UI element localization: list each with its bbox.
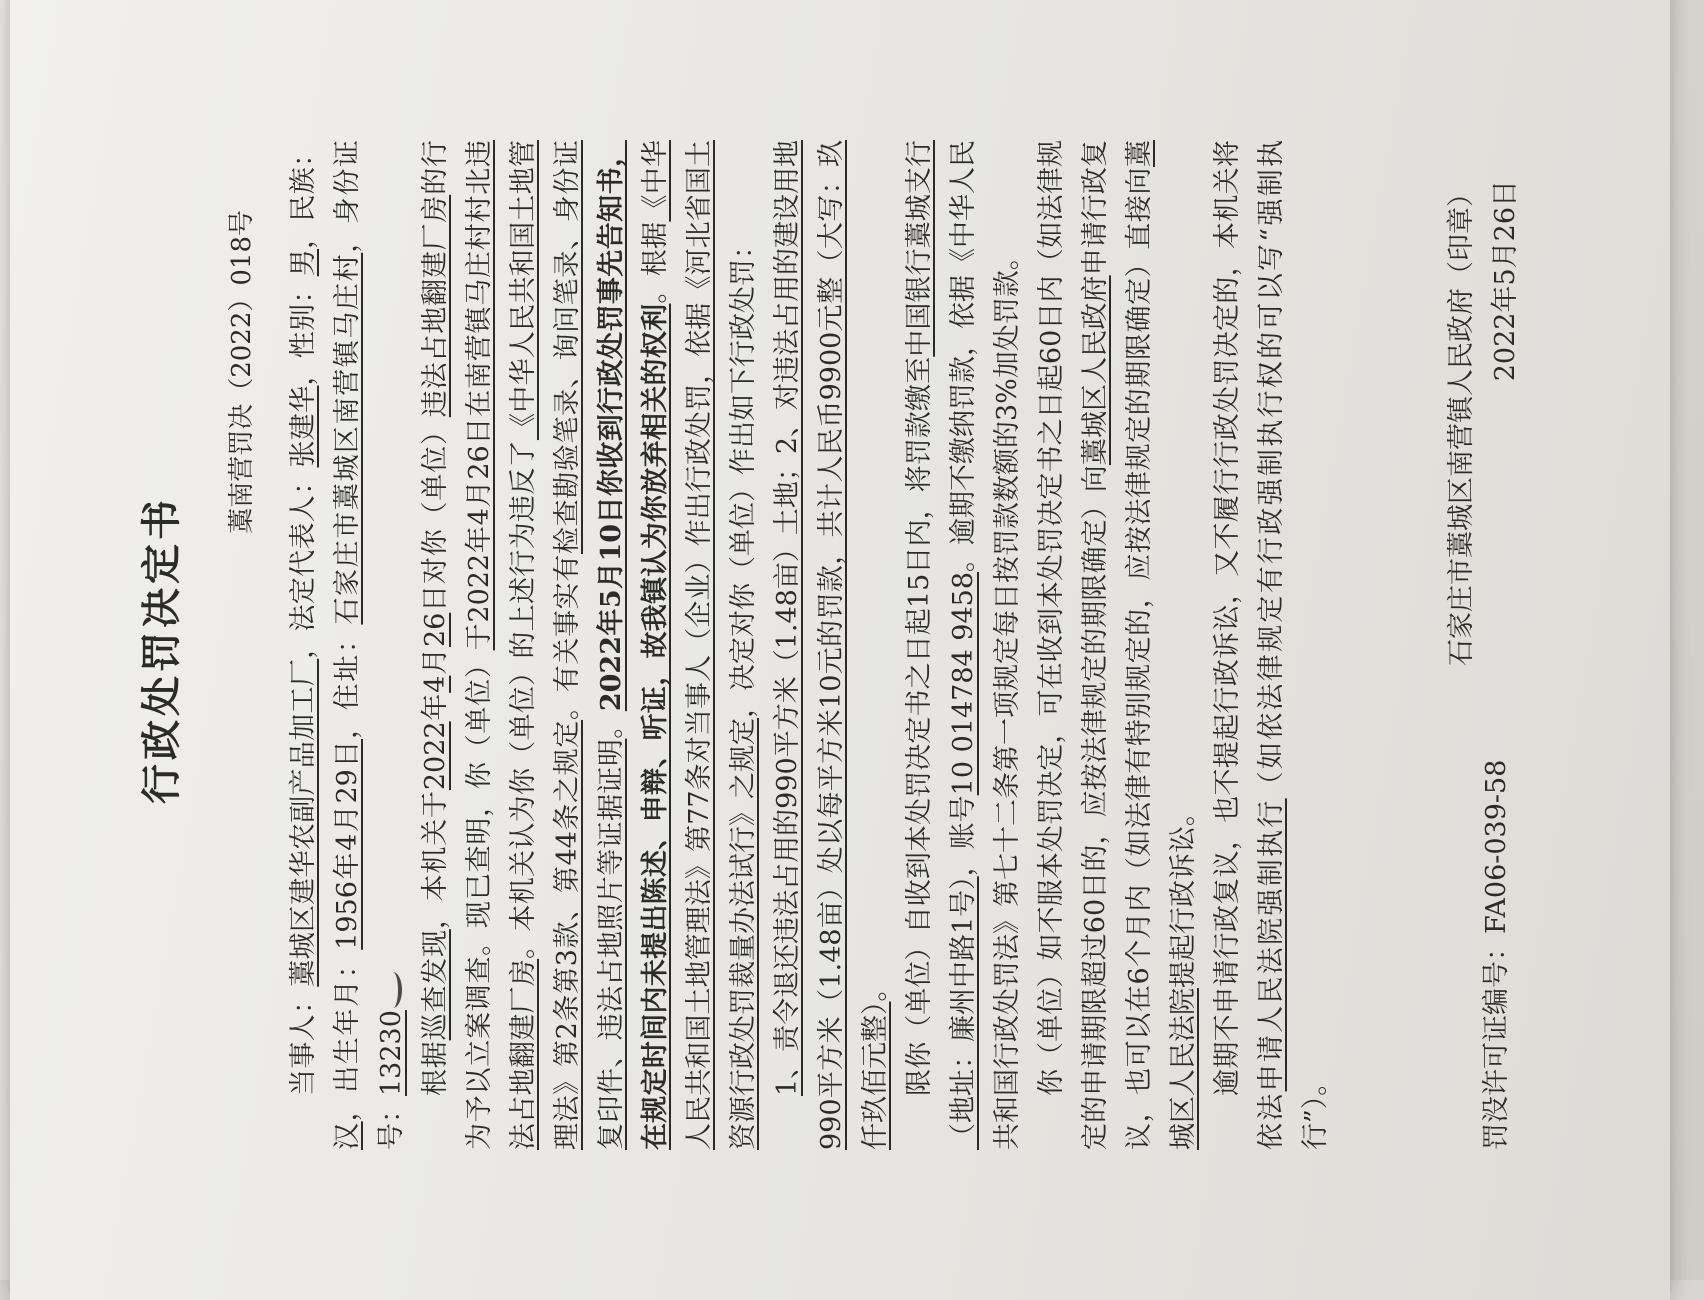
underlined-field: 张建华 — [288, 385, 319, 468]
paragraph-basis — [414, 140, 766, 1150]
license-label: 罚没许可证编号： — [1481, 934, 1512, 1150]
text-segment: 。根据 — [640, 221, 671, 304]
text-segment: ，民族： — [288, 139, 319, 249]
text-segment: 日对你（单位） — [420, 417, 451, 613]
paragraph-enforce — [1206, 140, 1338, 1150]
text-segment: （如依法律规定有行政强制执行权的可以写“强制执行”）。 — [1256, 139, 1331, 1150]
paragraph-party — [282, 140, 414, 1150]
text-segment: 的行为予以立案调查。现已查明，你（单位） — [420, 139, 495, 1150]
text-segment: ，法定代表人： — [288, 467, 319, 659]
underlined-field: 1956年4月29日 — [332, 738, 363, 950]
text-segment: 限你（单位）自收到本处罚决定书之日起15日内，将罚款缴至 — [904, 356, 935, 1096]
redaction-scribble — [384, 972, 402, 1008]
underlined-field: 《中华人民共和国土地管理法》第77条对当事人（企业）作出行政处罚，依据《河北省国土资源行政处罚裁量办法试行》之规定 — [640, 139, 759, 1150]
text-segment: 根据 — [420, 1040, 451, 1096]
underlined-field: 2022 — [420, 721, 451, 791]
text-segment: 逾期不申请行政复议，也不提起行政诉讼，又不履行行政处罚决定的，本机关将依法 — [1212, 140, 1287, 1150]
underlined-field: 藁城区人民政府 — [1080, 275, 1111, 466]
paragraph-penalty — [766, 140, 898, 1150]
license-number: FA06-039-58 — [1481, 759, 1512, 934]
underlined-field: 藁城区人民法院 — [1124, 140, 1199, 1150]
underlined-field: 26 — [420, 612, 451, 648]
text-segment: 。逾期不缴纳罚款，依据《中华人民共和国行政处罚法》第七十二条第一项规定每日按罚款数额的3%加处罚款。 — [948, 140, 1023, 1150]
underlined-field: 1、责令退还违法占用的990平方米（1.48亩）土地；2、对违法占用的建设用地990平方米（1.48亩）处以每平方米10元的罚款，共计人民币9900元整（大写：玖仟玖佰元整） — [772, 139, 891, 1150]
document-title: 行政处罚决定书 — [139, 496, 185, 804]
text-segment: ，出生年月： — [332, 949, 363, 1122]
text-segment: 。 — [860, 974, 891, 1002]
text-segment: 年 — [420, 692, 451, 722]
underlined-field: 中国银行藁城支行（地址：廉州中路1号） — [904, 140, 979, 1150]
license-number-line — [1475, 760, 1519, 1150]
text-segment: 。本机关认为你（单位）的上述行为违反了 — [508, 440, 539, 959]
underlined-field: 男 — [288, 248, 319, 277]
text-segment: ，账号 — [948, 795, 979, 877]
text-segment: ，性别： — [288, 276, 319, 386]
penalty-decision-document — [20, 60, 1660, 1240]
text-segment: 当事人： — [288, 986, 319, 1096]
document-number: 藁南营罚决（2022）018号 — [227, 210, 257, 534]
issue-date: 2022年5月26日 — [1490, 180, 1521, 382]
underlined-field: 巡查发现 — [420, 929, 451, 1041]
text-segment: 申请行政复议，也可以在6个月内（如法律有特别规定的，应按法律规定的期限确定）直接向 — [1080, 139, 1155, 1150]
text-segment: 。 — [596, 711, 627, 739]
underlined-field: 13230 — [376, 1010, 407, 1096]
text-segment: ，决定对你（单位）作出如下行政处罚： — [728, 232, 759, 718]
text-segment: ，住址： — [332, 624, 363, 739]
text-segment: ，身份证号： — [332, 139, 407, 1150]
underlined-field: 10 014784 9458 — [948, 572, 979, 796]
issuing-organization: 石家庄市藁城区南营镇人民政府（印章） — [1446, 180, 1477, 666]
underlined-field: 4 — [420, 675, 451, 693]
text-segment: 月 — [420, 647, 451, 676]
underlined-field: 于2022年4月26日在南营镇马庄村村北违法占地翻建厂房 — [464, 139, 539, 1150]
paragraph-review — [1030, 140, 1206, 1150]
underlined-field: 申请人民法院强制执行 — [1256, 798, 1287, 1092]
underlined-field: 违法占地翻建厂房 — [420, 194, 451, 418]
text-segment: 提起行政诉讼。 — [1168, 799, 1199, 988]
underlined-field: 汉 — [332, 1121, 363, 1150]
underlined-field: 检查勘验笔录、询问笔录、身份证复印件、违法占地照片等证据证明 — [552, 139, 627, 1150]
underlined-field: 石家庄市藁城区南营镇马庄村 — [332, 252, 363, 625]
underlined-field: 《中华人民共和国土地管理法》第2条第3款、第44条之规定 — [508, 139, 583, 1150]
document-body — [282, 140, 1338, 1150]
underlined-field: 藁城区建华农副产品加工厂 — [288, 658, 319, 987]
text-segment: 你（单位）如不服本处罚决定，可在收到本处罚决定书之日起60日内（如法律规定的申请期限超过60日的，应按法律规定的期限确定）向 — [1036, 140, 1111, 1150]
signature-block — [1440, 180, 1528, 666]
text-segment: ，本机关于 — [420, 790, 451, 930]
text-segment: 。有关事实有 — [552, 554, 583, 720]
underlined-field: 2022年5月10日你收到行政处罚事先告知书，在规定时间内未提出陈述、申辩、听证，故我镇认为你放弃相关的权利 — [596, 139, 671, 1150]
paragraph-payment — [898, 140, 1030, 1150]
